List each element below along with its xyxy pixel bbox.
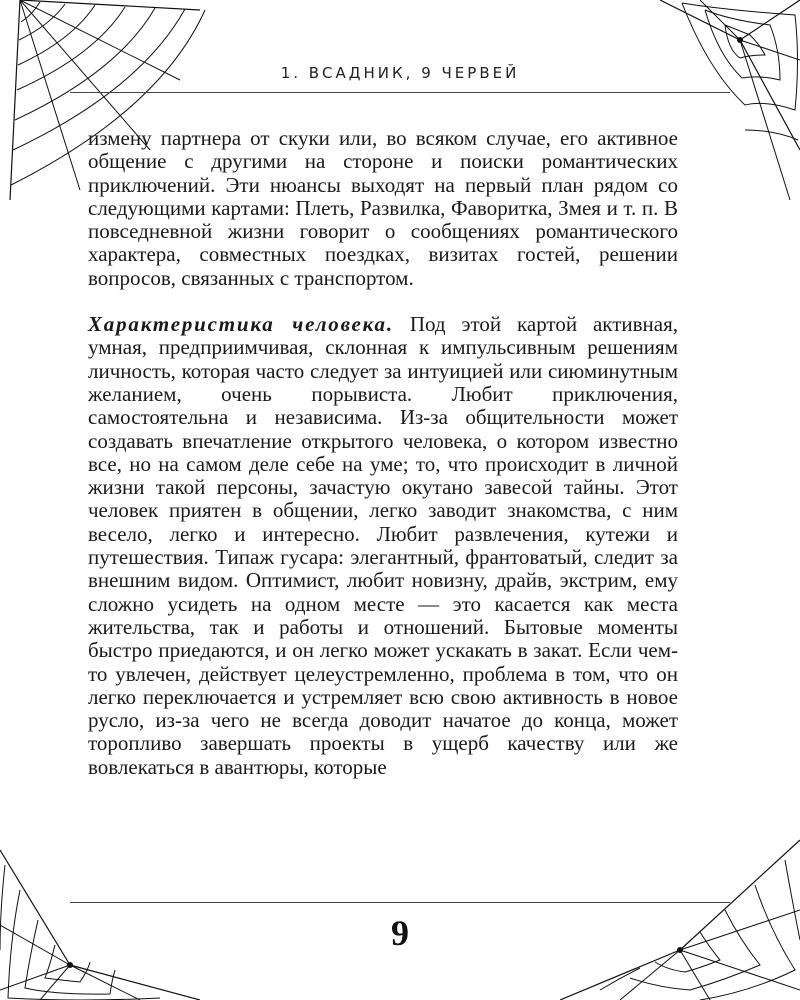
paragraph-text: Под этой картой активная, умная, предприимчивая, склонная к импульсивным решениям личность, которая часто следует за интуицией или сиюминутным желанием, очень порывиста. Любит приключения, самостоятельна и независима. Из-за общительности может создавать впечатление открытого человека, о котором известно все, но на самом деле себе на уме; то, что происходит в личной жизни такой персоны, зачастую окутано завесой тайны. Этот человек приятен в общении, легко заводит знакомства, с ним весело, легко и интересно. Любит развлечения, кутежи и путешествия. Типаж гусара: элегантный, франтоватый, следит за внешним видом. Оптимист, любит новизну, драйв, экстрим, ему сложно усидеть на одном месте — это касается как места жительства, так и работы и отношений. Бытовые моменты быстро приедаются, и он легко может ускакать в закат. Если чем-то увлечен, действует целеустремленно, проблема в том, что он легко переключается и устремляет всю свою активность в новое русло, из-за чего не всегда доводит начатое до конца, может торопливо завершать проекты в ущерб качеству или же вовлекаться в авантюры, которые [88, 312, 679, 779]
paragraph-heading: Характеристика человека. [88, 312, 394, 337]
header-divider [70, 92, 730, 93]
spider-web-bottom-right-icon [560, 800, 800, 1000]
running-header: 1. ВСАДНИК, 9 ЧЕРВЕЙ [280, 64, 520, 82]
body-paragraph [88, 313, 678, 779]
page-body [88, 127, 678, 779]
page-number: 9 [391, 913, 409, 953]
footer-divider [70, 902, 730, 903]
body-paragraph: измену партнера от скуки или, во всяком случае, его активное общение с другими на стороне и поиски романтических приключений. Эти нюансы выходят на первый план рядом со следующими картами: Плеть, Развилка, Фаворитка, Змея и т. п. В повседневной жизни говорит о сообщениях романтического характера, совместных поездках, визитах гостей, решении вопросов, связанных с транспортом. [88, 126, 678, 290]
